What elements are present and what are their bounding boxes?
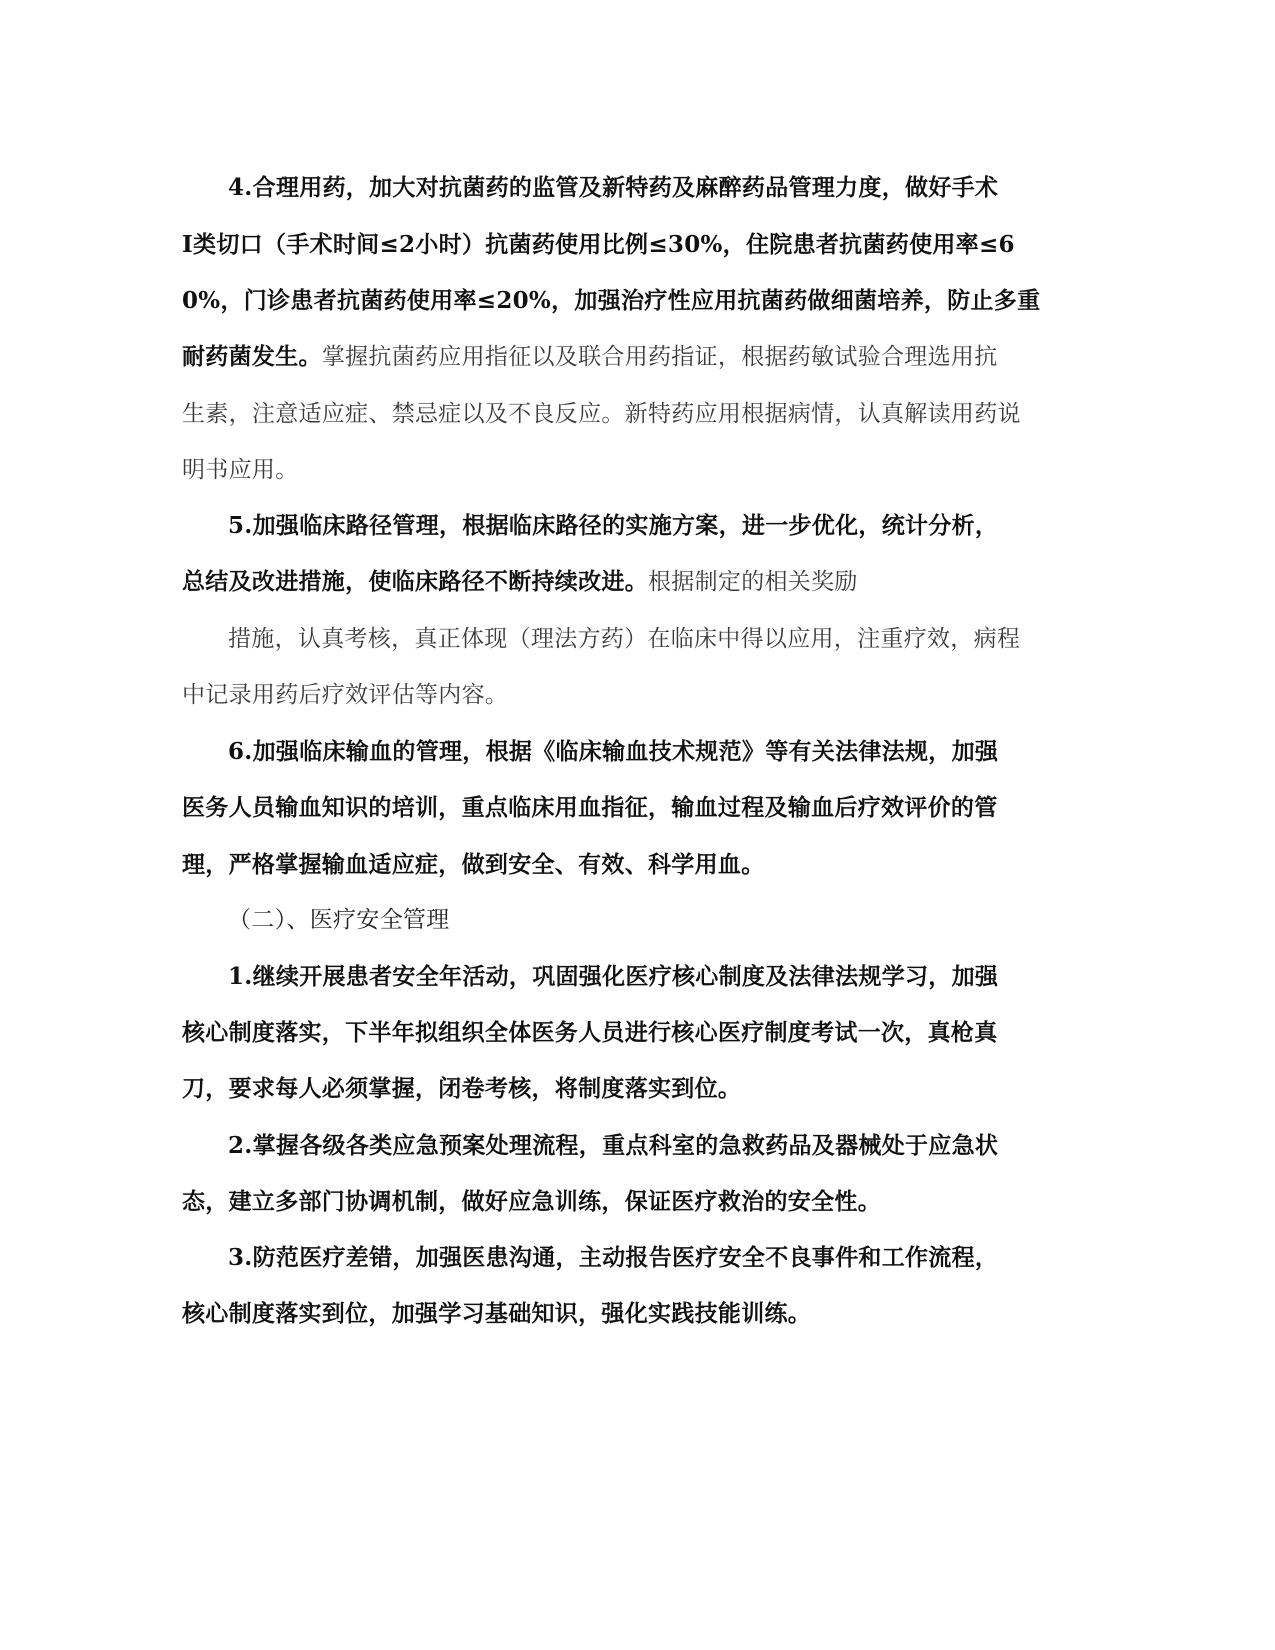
text-line [182, 1075, 741, 1103]
text-line [182, 1188, 881, 1216]
regular-text: 明书应用。 [182, 457, 299, 483]
bold-text: 2.掌握各级各类应急预案处理流程，重点科室的急救药品及器械处于应急状 [228, 1132, 999, 1159]
text-line [228, 625, 1020, 653]
text-line [182, 287, 1040, 315]
regular-text: 根据制定的相关奖励 [648, 569, 858, 595]
bold-text: 医务人员输血知识的培训，重点临床用血指征，输血过程及输血后疗效评价的管 [182, 794, 998, 821]
text-line [182, 1300, 811, 1328]
regular-text: （二）、医疗安全管理 [228, 907, 450, 933]
text-line [182, 400, 1021, 428]
bold-text: 总结及改进措施，使临床路径不断持续改进。 [182, 568, 648, 595]
text-line [182, 681, 508, 709]
regular-text: 掌握抗菌药应用指征以及联合用药指证，根据药敏试验合理选用抗 [321, 344, 998, 370]
section-heading [228, 906, 450, 934]
text-line [182, 1019, 998, 1047]
text-line [228, 1244, 998, 1272]
regular-text: 生素，注意适应症、禁忌症以及不良反应。新特药应用根据病情，认真解读用药说 [182, 401, 1021, 427]
bold-text: 4.合理用药，加大对抗菌药的监管及新特药及麻醉药品管理力度，做好手术 [228, 174, 999, 201]
bold-text: 3.防范医疗差错，加强医患沟通，主动报告医疗安全不良事件和工作流程， [228, 1244, 999, 1271]
bold-text: 1.继续开展患者安全年活动，巩固强化医疗核心制度及法律法规学习，加强 [228, 963, 999, 990]
text-line [182, 343, 998, 371]
bold-text: 5.加强临床路径管理，根据临床路径的实施方案，进一步优化，统计分析， [228, 512, 999, 539]
bold-text: 核心制度落实，下半年拟组织全体医务人员进行核心医疗制度考试一次，真枪真 [182, 1019, 998, 1046]
text-line [182, 456, 299, 484]
regular-text: 措施，认真考核，真正体现（理法方药）在临床中得以应用，注重疗效，病程 [228, 626, 1021, 652]
bold-text: 态，建立多部门协调机制，做好应急训练，保证医疗救治的安全性。 [182, 1188, 881, 1215]
bold-text: Ⅰ类切口（手术时间≤2小时）抗菌药使用比例≤30%，住院患者抗菌药使用率≤6 [182, 231, 1015, 258]
bold-text: 0%，门诊患者抗菌药使用率≤20%，加强治疗性应用抗菌药做细菌培养，防止多重 [182, 287, 1041, 314]
text-line [228, 963, 998, 991]
text-line [228, 738, 998, 766]
text-line [228, 174, 998, 202]
bold-text: 理，严格掌握输血适应症，做到安全、有效、科学用血。 [182, 851, 765, 878]
bold-text: 耐药菌发生。 [182, 343, 322, 370]
bold-text: 刀，要求每人必须掌握，闭卷考核，将制度落实到位。 [182, 1075, 742, 1102]
text-line [182, 568, 858, 596]
bold-text: 核心制度落实到位，加强学习基础知识，强化实践技能训练。 [182, 1300, 812, 1327]
text-line [182, 794, 998, 822]
text-line [228, 1132, 998, 1160]
text-line [228, 512, 998, 540]
text-line [182, 851, 765, 879]
bold-text: 6.加强临床输血的管理，根据《临床输血技术规范》等有关法律法规，加强 [228, 738, 999, 765]
text-line [182, 231, 1015, 259]
regular-text: 中记录用药后疗效评估等内容。 [182, 682, 509, 708]
